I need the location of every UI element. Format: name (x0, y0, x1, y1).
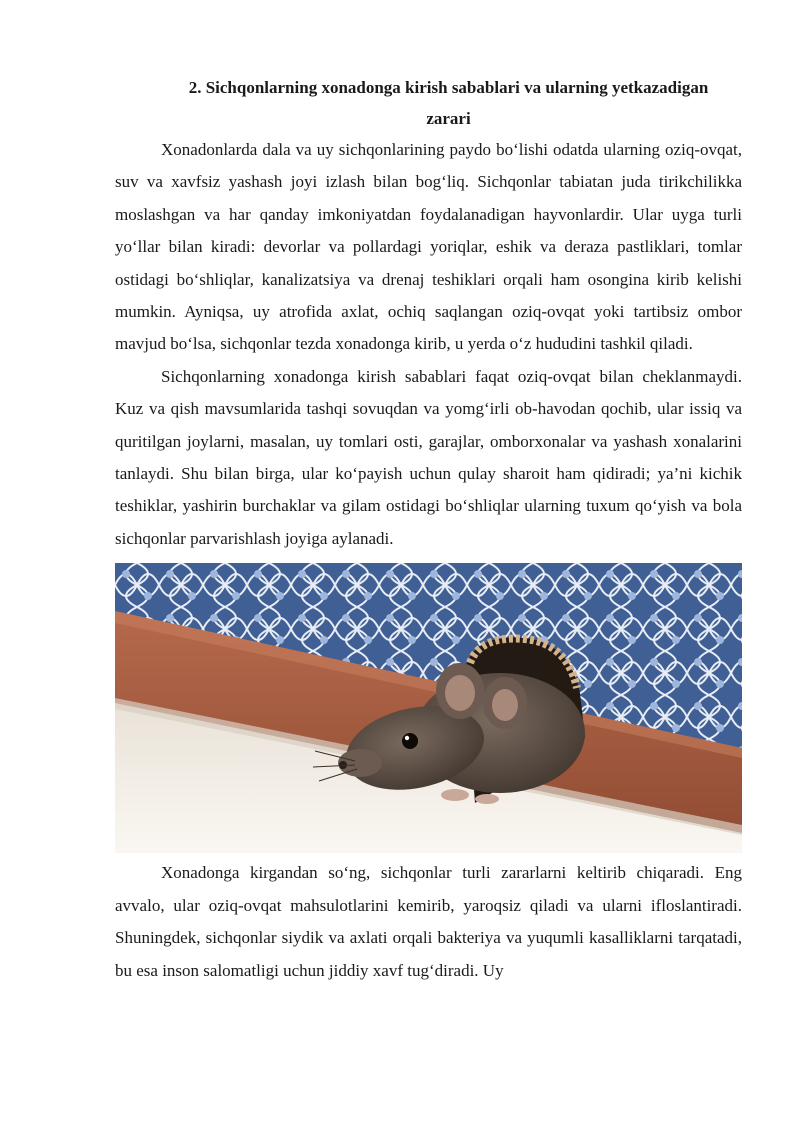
mouse-photo-illustration (115, 563, 742, 853)
section-heading (115, 72, 742, 134)
document-page (115, 72, 742, 987)
section-heading-line1: 2. Sichqonlarning xonadonga kirish sabablari va ularning yetkazadigan (188, 78, 709, 97)
section-heading-line2: zarari (426, 109, 471, 128)
mouse-photo (115, 563, 742, 853)
paragraph-3: Xonadonga kirgandan so‘ng, sichqonlar turli zararlarni keltirib chiqaradi. Eng avvalo, ular oziq-ovqat mahsulotlarini kemirib, yaroqsiz qiladi va ularni ifloslantiradi. Shuningdek, sichqonlar siydik va axlati orqali bakteriya va yuqumli kasalliklarni tarqatadi, bu esa inson salomatligi uchun jiddiy xavf tug‘diradi. Uy (115, 863, 742, 980)
paragraph-1: Xonadonlarda dala va uy sichqonlarining paydo bo‘lishi odatda ularning oziq-ovqat, suv va xavfsiz yashash joyi izlash bilan bog‘liq. Sichqonlar tabiatan juda tirikchilikka moslashgan va har qanday imkoniyatdan foydalanadigan hayvonlardir. Ular uyga turli yo‘llar bilan kiradi: devorlar va pollardagi yoriqlar, eshik va deraza pastliklari, tomlar ostidagi bo‘shliqlar, kanalizatsiya va drenaj teshiklari orqali ham osongina kirib kelishi mumkin. Ayniqsa, uy atrofida axlat, ochiq saqlangan oziq-ovqat yoki tartibsiz ombor mavjud bo‘lsa, sichqonlar tezda xonadonga kirib, u yerda o‘z hududini tashkil qiladi. (115, 140, 742, 354)
paragraph-2: Sichqonlarning xonadonga kirish sabablari faqat oziq-ovqat bilan cheklanmaydi. Kuz va qish mavsumlarida tashqi sovuqdan va yomg‘irli ob-havodan qochib, ular issiq va quritilgan joylarni, masalan, uy tomlari osti, garajlar, omborxonalar va yashash xonalarini tanlaydi. Shu bilan birga, ular ko‘payish uchun qulay sharoit ham qidiradi; ya’ni kichik teshiklar, yashirin burchaklar va gilam ostidagi bo‘shliqlar ularning tuxum qo‘yish va bola sichqonlar parvarishlash joyiga aylanadi. (115, 366, 742, 548)
